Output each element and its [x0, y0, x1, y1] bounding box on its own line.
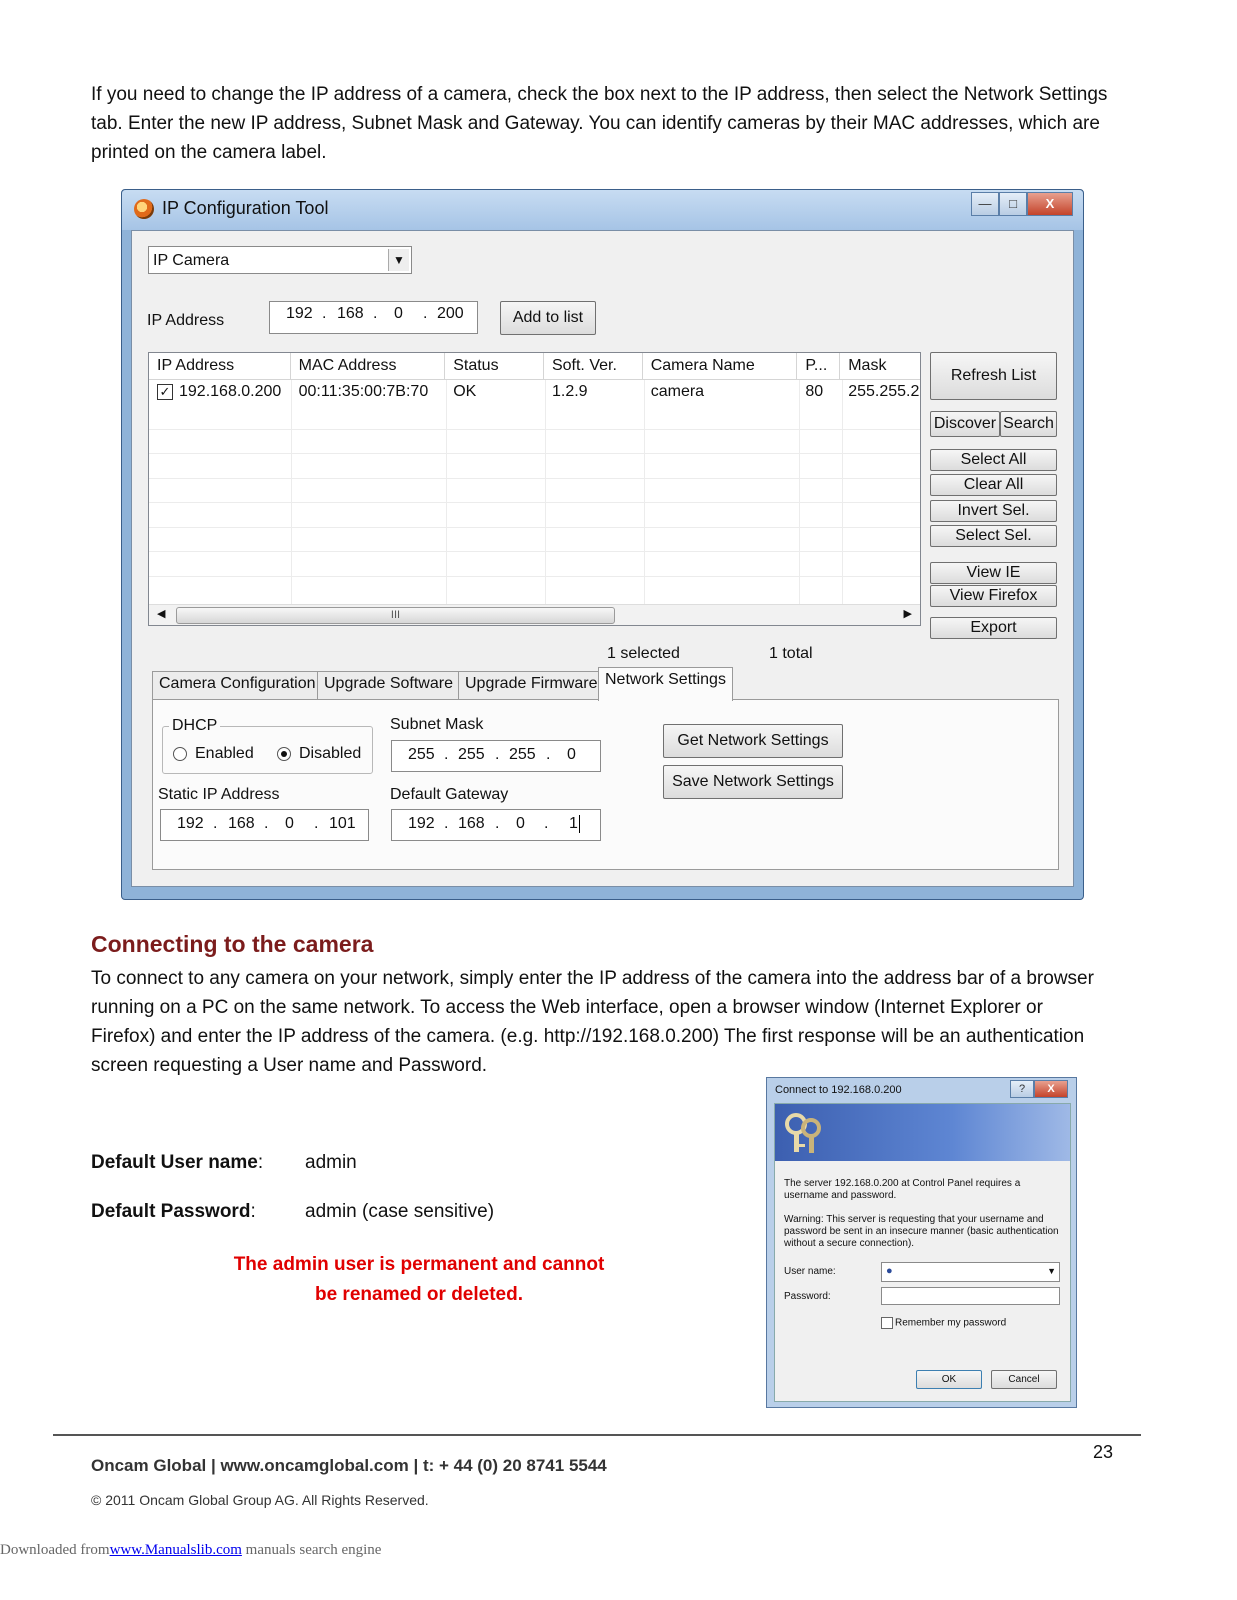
ip-octet-4: 200: [437, 305, 464, 322]
intro-line-1: If you need to change the IP address of a camera, check the box next to the IP address, then select the Network Settings: [91, 84, 1108, 105]
col-ip-address[interactable]: IP Address: [149, 353, 291, 379]
login-warning: Warning: This server is requesting that your username and password be sent in an insecure manner (basic authentication without a secure connection).: [784, 1214, 1059, 1249]
login-password-label: Password:: [784, 1291, 831, 1302]
camera-list[interactable]: [148, 352, 921, 626]
login-user-input[interactable]: [881, 1262, 1060, 1282]
dhcp-disabled-option[interactable]: Disabled: [277, 745, 361, 763]
ip-address-input[interactable]: 192 . 168 . 0 . 200: [269, 301, 478, 334]
default-user-value: admin: [305, 1152, 357, 1173]
footer-copyright: © 2011 Oncam Global Group AG. All Rights Reserved.: [91, 1492, 429, 1508]
dialog-close-button[interactable]: X: [1034, 1080, 1068, 1098]
view-firefox-button[interactable]: View Firefox: [930, 585, 1057, 607]
row-port: 80: [805, 383, 824, 400]
horizontal-scrollbar[interactable]: [149, 604, 920, 625]
gateway-last-octet: 1: [569, 815, 578, 832]
admin-warning-line-1: The admin user is permanent and cannot: [233, 1254, 605, 1275]
app-icon: [134, 199, 154, 219]
camera-list-header: [149, 353, 920, 380]
login-dialog: [766, 1077, 1077, 1408]
cancel-button[interactable]: Cancel: [991, 1370, 1057, 1389]
col-mac-address[interactable]: MAC Address: [291, 353, 446, 379]
scroll-left-icon[interactable]: ◀: [157, 608, 166, 620]
section-paragraph: [91, 964, 1094, 1080]
user-avatar-icon: ●: [886, 1265, 893, 1277]
device-type-value: IP Camera: [153, 252, 230, 269]
dhcp-label: DHCP: [169, 717, 220, 735]
col-status[interactable]: Status: [445, 353, 544, 379]
search-button[interactable]: Search: [1000, 411, 1057, 437]
chevron-down-icon[interactable]: ▼: [1047, 1266, 1056, 1276]
scroll-right-icon[interactable]: ▶: [903, 608, 912, 620]
keys-icon: [781, 1110, 827, 1156]
section-line-3: Firefox) and enter the IP address of the camera. (e.g. http://192.168.0.200) The first response will be an authentication: [91, 1026, 1085, 1047]
ok-button[interactable]: OK: [916, 1370, 982, 1389]
table-row[interactable]: [149, 380, 920, 404]
tab-camera-configuration[interactable]: Camera Configuration: [152, 671, 323, 699]
manualslib-link[interactable]: www.Manualslib.com: [109, 1542, 242, 1558]
tab-upgrade-firmware[interactable]: Upgrade Firmware: [458, 671, 604, 699]
dhcp-enabled-option[interactable]: Enabled: [173, 745, 254, 763]
download-note: Downloaded fromwww.Manualslib.com manuals search engine: [0, 1542, 382, 1558]
login-message: The server 192.168.0.200 at Control Panel requires a username and password.: [784, 1178, 1021, 1201]
admin-warning: [200, 1250, 638, 1310]
close-button[interactable]: X: [1027, 192, 1073, 216]
discover-button[interactable]: Discover: [930, 411, 1000, 437]
default-password-value: admin (case sensitive): [305, 1201, 495, 1222]
network-settings-panel: [152, 699, 1059, 870]
minimize-button[interactable]: —: [971, 192, 999, 216]
scroll-grip: III: [390, 609, 401, 621]
static-ip-label: Static IP Address: [158, 786, 280, 803]
selected-count: 1 selected: [607, 645, 680, 662]
intro-line-3: printed on the camera label.: [91, 142, 327, 163]
refresh-list-button[interactable]: Refresh List: [930, 352, 1057, 400]
col-soft-ver[interactable]: Soft. Ver.: [544, 353, 643, 379]
login-dialog-body: [774, 1103, 1071, 1402]
section-heading: Connecting to the camera: [91, 931, 374, 957]
ip-octet-1: 192: [286, 305, 313, 322]
row-mask: 255.255.2: [848, 383, 920, 400]
row-mac: 00:11:35:00:7B:70: [298, 383, 429, 400]
radio-enabled[interactable]: [173, 747, 187, 761]
col-port[interactable]: P...: [797, 353, 840, 379]
static-ip-input[interactable]: 192 . 168 . 0 . 101: [160, 809, 369, 841]
add-to-list-button[interactable]: Add to list: [500, 301, 596, 335]
login-dialog-title: Connect to 192.168.0.200: [775, 1084, 902, 1096]
default-gateway-label: Default Gateway: [390, 786, 509, 803]
view-ie-button[interactable]: View IE: [930, 562, 1057, 584]
tab-network-settings[interactable]: Network Settings: [598, 667, 733, 701]
subnet-mask-label: Subnet Mask: [390, 716, 484, 733]
row-ip: 192.168.0.200: [179, 383, 282, 400]
ip-octet-3: 0: [394, 305, 403, 322]
default-user-label: Default User name:: [91, 1152, 264, 1173]
remember-checkbox[interactable]: [881, 1317, 893, 1329]
footer-company: Oncam Global | www.oncamglobal.com | t: + 44 (0) 20 8741 5544: [91, 1456, 607, 1475]
total-count: 1 total: [769, 645, 813, 662]
ip-config-window: [121, 189, 1084, 900]
radio-disabled[interactable]: [277, 747, 291, 761]
intro-paragraph: [91, 80, 1107, 167]
window-titlebar: [122, 190, 1083, 230]
window-body: [131, 230, 1074, 887]
admin-warning-line-2: be renamed or deleted.: [314, 1284, 523, 1305]
help-button[interactable]: ?: [1010, 1080, 1034, 1098]
remember-password-option[interactable]: Remember my password: [881, 1317, 1006, 1330]
section-line-4: screen requesting a User name and Password.: [91, 1055, 488, 1076]
get-network-settings-button[interactable]: Get Network Settings: [663, 724, 843, 758]
select-selected-button[interactable]: Select Sel.: [930, 525, 1057, 547]
row-status: OK: [453, 383, 477, 400]
invert-selection-button[interactable]: Invert Sel.: [930, 500, 1057, 522]
select-all-button[interactable]: Select All: [930, 449, 1057, 471]
tab-upgrade-software[interactable]: Upgrade Software: [317, 671, 460, 699]
ip-address-label: IP Address: [147, 312, 225, 329]
export-button[interactable]: Export: [930, 617, 1057, 639]
row-checkbox[interactable]: ✓: [157, 384, 173, 400]
chevron-down-icon[interactable]: ▼: [388, 249, 409, 271]
default-password-label: Default Password:: [91, 1201, 256, 1222]
row-soft-ver: 1.2.9: [551, 383, 588, 400]
subnet-mask-input[interactable]: 255 . 255 . 255 . 0: [391, 740, 601, 772]
intro-line-2: tab. Enter the new IP address, Subnet Mask and Gateway. You can identify cameras by their MAC addresses, which are: [91, 113, 1100, 134]
row-camera-name: camera: [650, 383, 705, 400]
section-line-2: running on a PC on the same network. To access the Web interface, open a browser window (Internet Explorer or: [91, 997, 1043, 1018]
default-gateway-input[interactable]: 192 . 168 . 0 . 1: [391, 809, 601, 841]
window-title: IP Configuration Tool: [162, 198, 329, 218]
login-banner: [775, 1104, 1070, 1161]
section-line-1: To connect to any camera on your network, simply enter the IP address of the camera into the address bar of a browser: [91, 968, 1094, 989]
login-user-label: User name:: [784, 1266, 836, 1277]
device-type-select[interactable]: [148, 246, 412, 274]
clear-all-button[interactable]: Clear All: [930, 474, 1057, 496]
col-camera-name[interactable]: Camera Name: [643, 353, 798, 379]
col-mask[interactable]: Mask: [848, 357, 887, 374]
login-password-input[interactable]: [881, 1287, 1060, 1305]
footer-divider: [53, 1434, 1141, 1436]
page-number: 23: [1093, 1442, 1114, 1462]
scroll-thumb[interactable]: [176, 607, 615, 624]
save-network-settings-button[interactable]: Save Network Settings: [663, 765, 843, 799]
maximize-button[interactable]: □: [999, 192, 1027, 216]
ip-octet-2: 168: [337, 305, 364, 322]
